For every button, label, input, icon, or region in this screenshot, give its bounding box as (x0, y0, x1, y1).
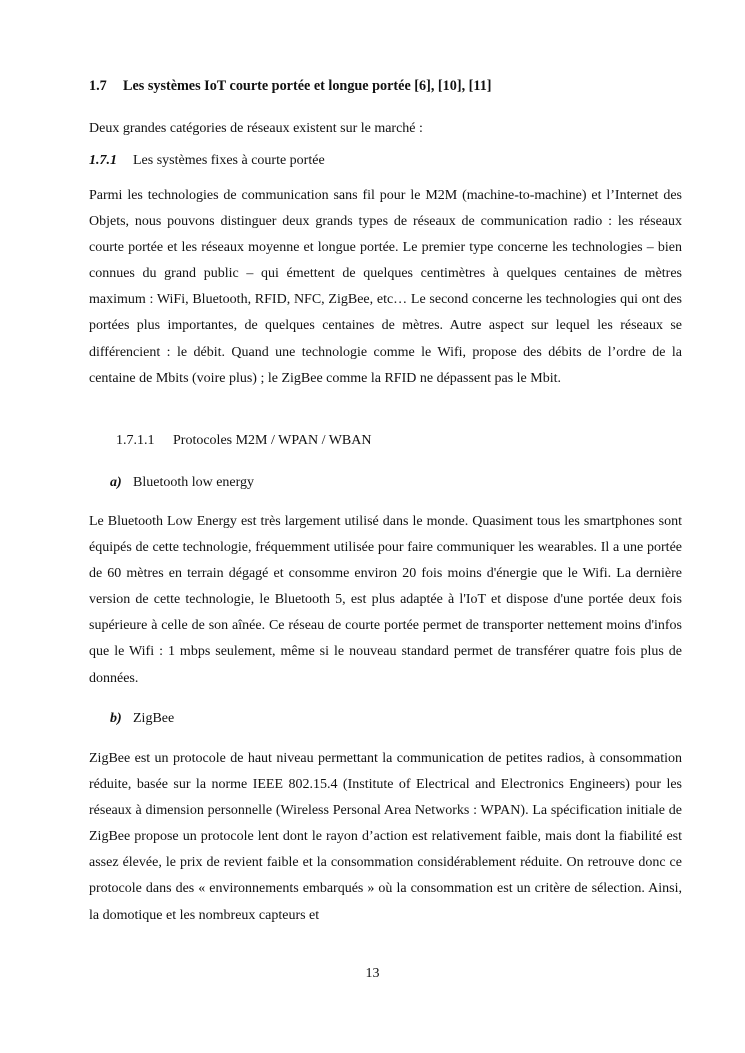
item-title-bluetooth: Bluetooth low energy (133, 475, 255, 490)
item-letter-a: a) (110, 475, 122, 490)
subsubsection-heading (116, 433, 371, 449)
section-heading (89, 78, 492, 95)
subsubsection-number: 1.7.1.1 (116, 433, 155, 448)
item-title-zigbee: ZigBee (133, 711, 175, 726)
intro-text: Deux grandes catégories de réseaux existent sur le marché : (89, 121, 423, 136)
page-number: 13 (365, 966, 380, 981)
paragraph-bluetooth: Le Bluetooth Low Energy est très largement utilisé dans le monde. Quasiment tous les smartphones sont équipés de cette technologie, fréquemment utilisée pour faire communiquer les wearables. Il a une portée de 60 mètres en terrain dégagé et consomme environ 20 fois moins d'énergie que le Wifi. La dernière version de cette technologie, le Bluetooth 5, est plus adaptée à l'IoT et dispose d'une portée deux fois supérieure à celle de son aînée. Ce réseau de courte portée permet de transporter nettement moins d'infos que le Wifi : 1 mbps seulement, même si le nouveau standard permet de transférer quatre fois plus de données. (89, 514, 682, 686)
item-letter-b: b) (110, 711, 122, 726)
item-heading-zigbee (110, 711, 174, 727)
paragraph-short-range: Parmi les technologies de communication sans fil pour le M2M (machine-to-machine) et l’Internet des Objets, nous pouvons distinguer deux grands types de réseaux de communication radio : les réseaux courte portée et les réseaux moyenne et longue portée. Le premier type concerne les technologies – bien connues du grand public – qui émettent de quelques centimètres à quelques centaines de mètres maximum : WiFi, Bluetooth, RFID, NFC, ZigBee, etc… Le second concerne les technologies qui ont des portées plus importantes, de quelques centaines de mètres. Autre aspect sur lequel les réseaux se différencient : le débit. Quand une technologie comme le Wifi, propose des débits de l’ordre de la centaine de Mbits (voire plus) ; le ZigBee comme la RFID ne dépassent pas le Mbit. (89, 188, 682, 386)
section-title: Les systèmes IoT courte portée et longue portée [6], [10], [11] (123, 78, 492, 94)
subsection-title: Les systèmes fixes à courte portée (133, 153, 325, 168)
item-heading-bluetooth (110, 475, 254, 491)
subsection-heading (89, 153, 325, 169)
subsection-number: 1.7.1 (89, 153, 117, 168)
subsubsection-title: Protocoles M2M / WPAN / WBAN (173, 433, 372, 448)
paragraph-zigbee: ZigBee est un protocole de haut niveau permettant la communication de petites radios, à consommation réduite, basée sur la norme IEEE 802.15.4 (Institute of Electrical and Electronics Engineers) pour les réseaux à dimension personnelle (Wireless Personal Area Networks : WPAN). La spécification initiale de ZigBee propose un protocole lent dont le rayon d’action est relativement faible, mais dont la fiabilité est assez élevée, le prix de revient faible et la consommation considérablement réduite. On retrouve donc ce protocole dans des « environnements embarqués » où la consommation est un critère de sélection. Ainsi, la domotique et les nombreux capteurs et (89, 751, 682, 923)
section-number: 1.7 (89, 78, 107, 94)
